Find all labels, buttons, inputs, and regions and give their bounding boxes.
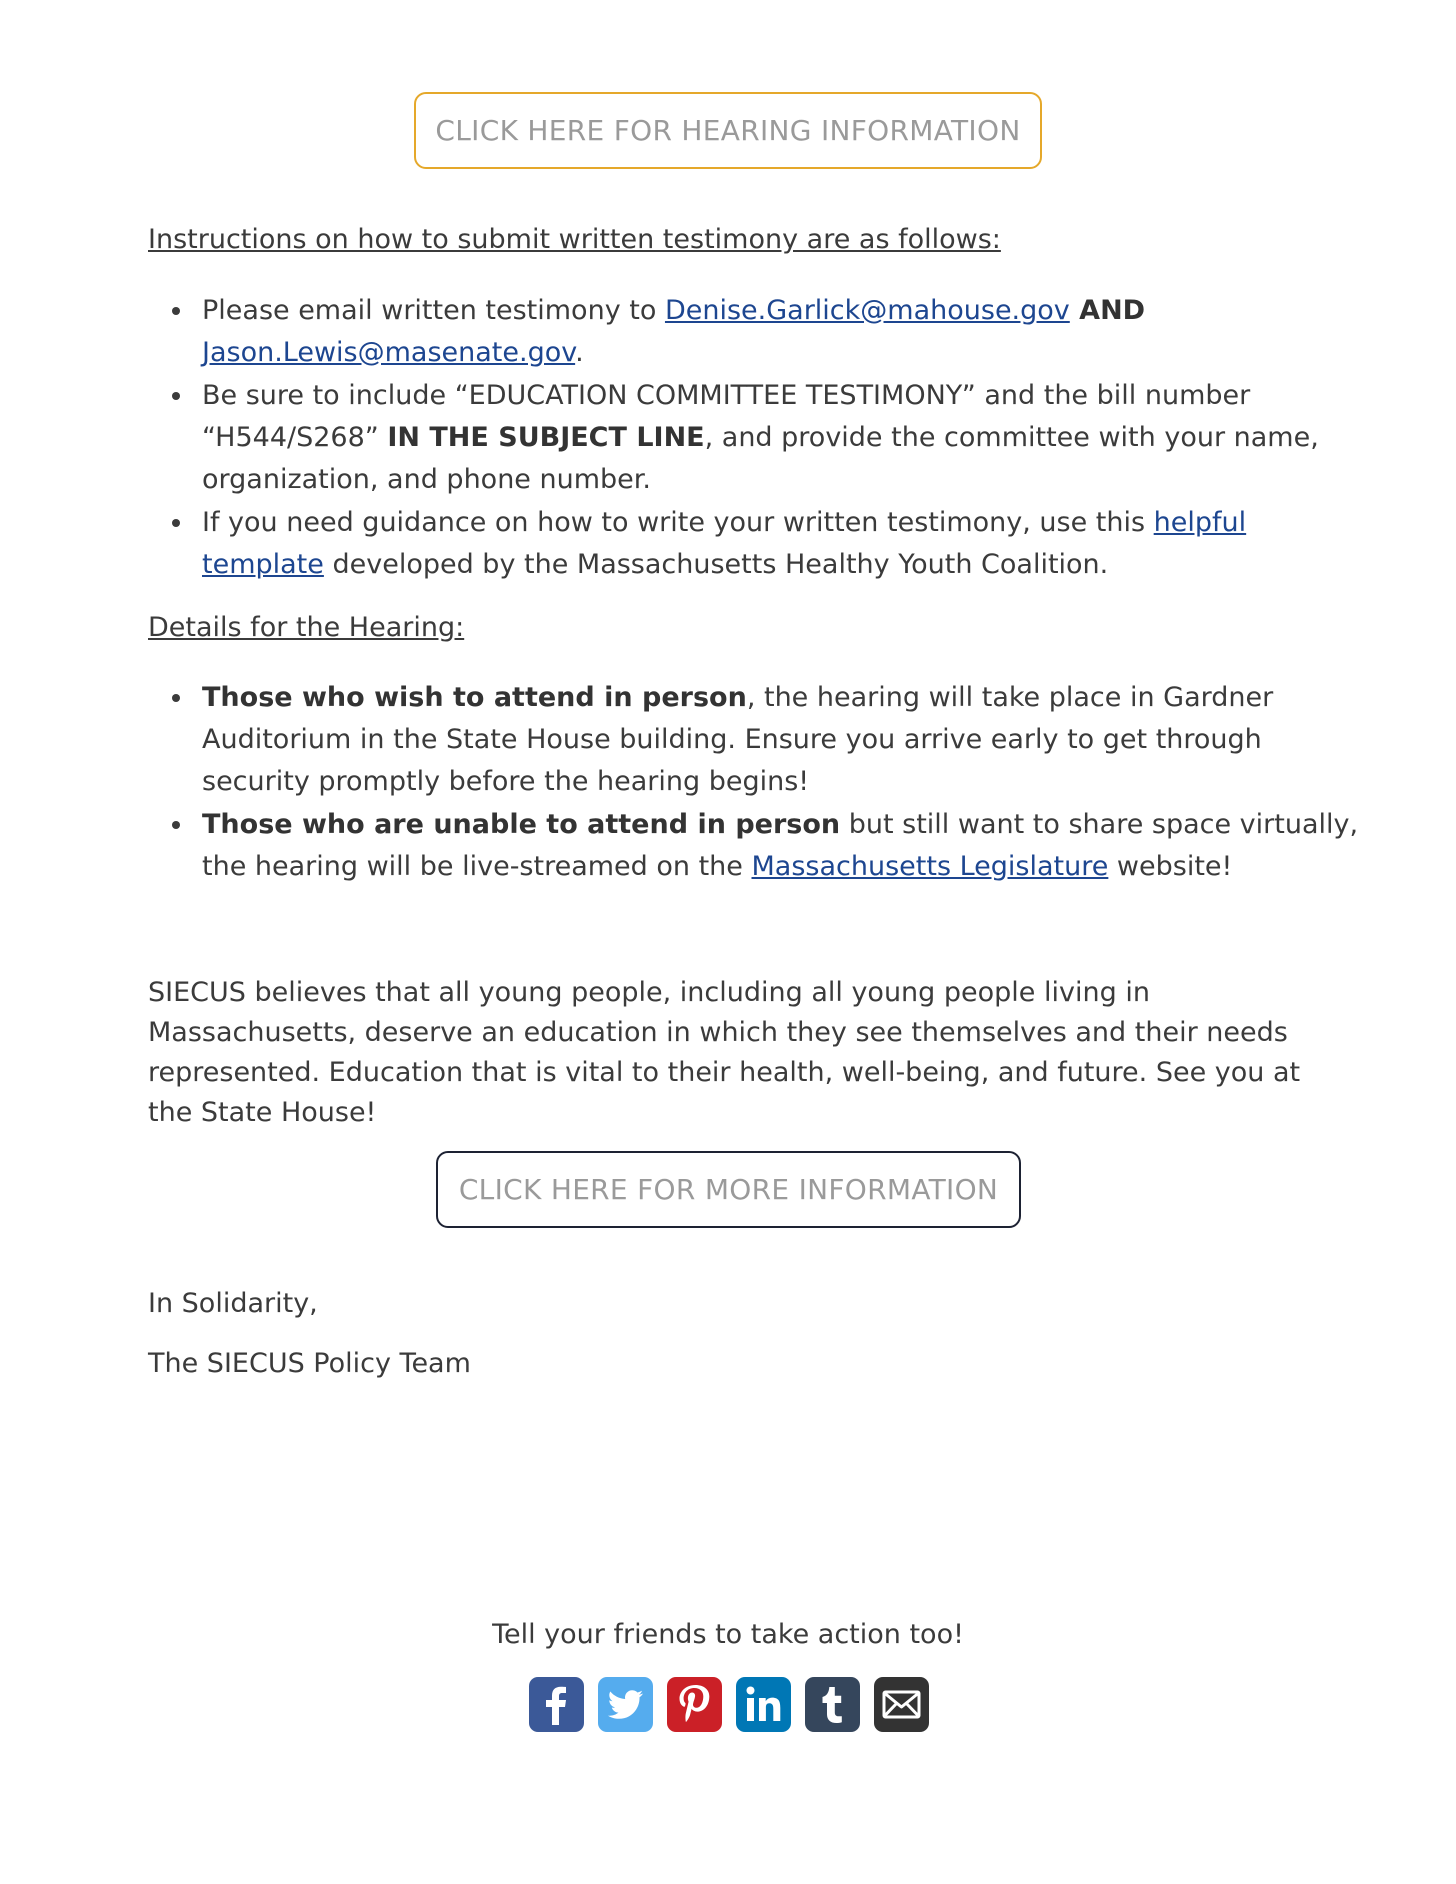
email-link-lewis[interactable]: Jason.Lewis@masenate.gov [202, 337, 576, 368]
details-heading: Details for the Hearing: [148, 612, 465, 643]
virtual-emphasis: Those who are unable to attend in person [202, 809, 841, 840]
massachusetts-legislature-link[interactable]: Massachusetts Legislature [751, 851, 1109, 882]
bullet-icon [172, 519, 180, 527]
list-item: Please email written testimony to Denise.Garlick@mahouse.gov AND Jason.Lewis@masenate.gov. [202, 290, 1367, 374]
bullet-icon [172, 821, 180, 829]
list-item: Those who wish to attend in person, the hearing will take place in Gardner Auditorium in the State House building. Ensure you arrive early to get through security promptly before the hearing begins! [202, 677, 1367, 803]
in-person-emphasis: Those who wish to attend in person [202, 682, 747, 713]
linkedin-icon[interactable] [736, 1677, 791, 1732]
list-item: Those who are unable to attend in person but still want to share space virtually, the hearing will be live-streamed on the Massachusetts Legislature website! [202, 804, 1367, 888]
and-label: AND [1069, 295, 1146, 326]
signoff-line: In Solidarity, [148, 1288, 318, 1319]
tumblr-icon[interactable] [805, 1677, 860, 1732]
closing-paragraph: SIECUS believes that all young people, including all young people living in Massachusetts, deserve an education in which they see themselves and their needs represented. Education that is vital to their health, well-being, and future. See you at the State House! [148, 977, 1301, 1128]
hearing-information-button[interactable]: CLICK HERE FOR HEARING INFORMATION [414, 92, 1042, 169]
instructions-heading: Instructions on how to submit written testimony are as follows: [148, 224, 1001, 255]
facebook-icon[interactable] [529, 1677, 584, 1732]
bullet-icon [172, 694, 180, 702]
details-list [148, 677, 1367, 889]
pinterest-icon[interactable] [667, 1677, 722, 1732]
list-item: Be sure to include “EDUCATION COMMITTEE TESTIMONY” and the bill number “H544/S268” IN THE SUBJECT LINE, and provide the committee with your name, organization, and phone number. [202, 375, 1367, 501]
subject-line-emphasis: IN THE SUBJECT LINE [387, 422, 705, 453]
helpful-template-link[interactable]: helpful template [202, 507, 1247, 580]
bullet-icon [172, 392, 180, 400]
share-prompt: Tell your friends to take action too! [492, 1619, 964, 1650]
email-icon[interactable] [874, 1677, 929, 1732]
more-information-button[interactable]: CLICK HERE FOR MORE INFORMATION [436, 1151, 1021, 1228]
list-item: If you need guidance on how to write your written testimony, use this helpful template developed by the Massachusetts Healthy Youth Coalition. [202, 502, 1367, 586]
signoff-team: The SIECUS Policy Team [148, 1348, 471, 1379]
instructions-list [148, 290, 1367, 587]
bullet-icon [172, 307, 180, 315]
email-link-garlick[interactable]: Denise.Garlick@mahouse.gov [664, 295, 1070, 326]
twitter-icon[interactable] [598, 1677, 653, 1732]
